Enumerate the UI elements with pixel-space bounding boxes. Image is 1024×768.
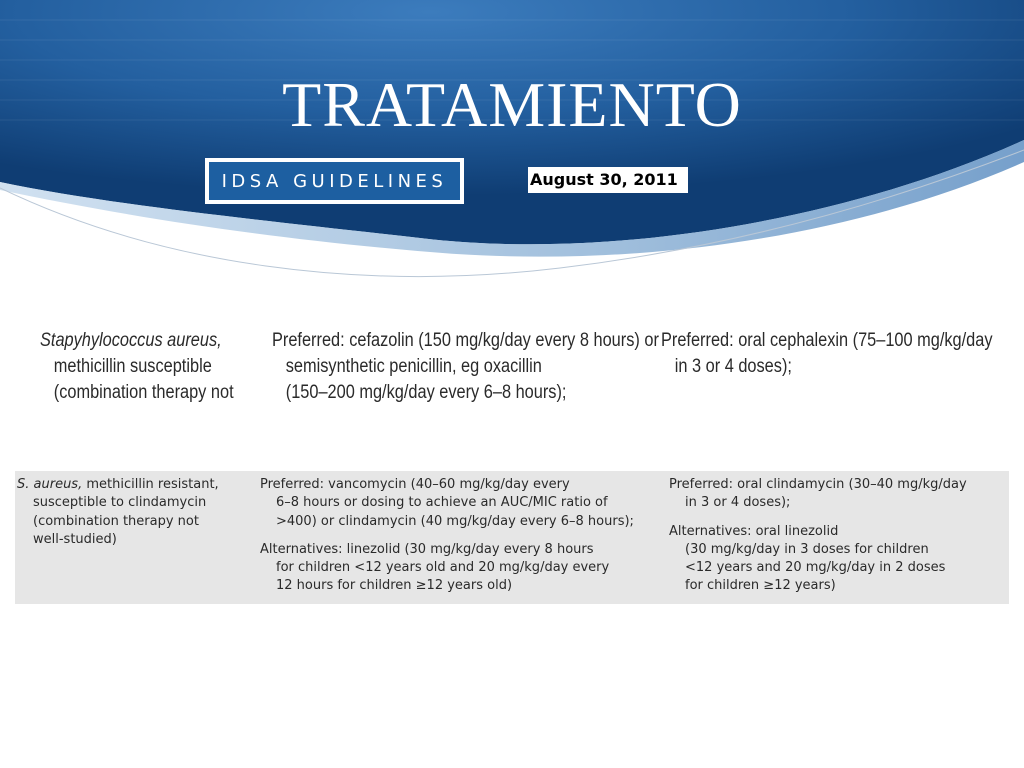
idsa-guidelines-badge [205, 158, 464, 204]
therapy-line: semisynthetic penicillin, eg oxacillin [285, 356, 542, 377]
organism-cell [40, 328, 234, 406]
oral-therapy-cell [669, 476, 967, 596]
organism-line: (combination therapy not [33, 513, 199, 529]
therapy-line: for children <12 years old and 20 mg/kg/day every [276, 560, 610, 576]
therapy-line: Alternatives: oral linezolid [669, 523, 839, 539]
therapy-line: in 3 or 4 doses); [685, 495, 791, 511]
table-row [15, 471, 1009, 604]
idsa-guidelines-label: IDSA GUIDELINES [209, 162, 460, 200]
therapy-line: 12 hours for children ≥12 years old) [276, 578, 513, 594]
slide-title: TRATAMIENTO [282, 69, 742, 140]
table-row [0, 328, 1024, 418]
organism-cell [17, 476, 219, 549]
header-background [0, 0, 1024, 300]
therapy-line: (30 mg/kg/day in 3 doses for children [685, 541, 929, 557]
therapy-line: Preferred: oral clindamycin (30–40 mg/kg/day [669, 477, 967, 492]
organism-qualifier: methicillin resistant, [82, 477, 219, 492]
organism-name: Stapyhylococcus aureus, [40, 330, 222, 351]
therapy-line: in 3 or 4 doses); [674, 356, 792, 377]
organism-name: S. aureus, [17, 477, 83, 492]
parenteral-therapy-cell [272, 328, 659, 406]
therapy-line: <12 years and 20 mg/kg/day in 2 doses [685, 560, 946, 576]
therapy-line: for children ≥12 years) [685, 578, 836, 594]
therapy-line: Preferred: vancomycin (40–60 mg/kg/day every [260, 477, 570, 492]
therapy-line: Alternatives: linezolid (30 mg/kg/day every 8 hours [260, 541, 594, 557]
organism-line: (combination therapy not [53, 382, 234, 403]
organism-line: methicillin susceptible [53, 356, 212, 377]
therapy-line: Preferred: oral cephalexin (75–100 mg/kg/day [661, 330, 993, 351]
publication-date: August 30, 2011 [528, 167, 688, 193]
therapy-line: >400) or clindamycin (40 mg/kg/day every 6–8 hours); [276, 513, 634, 529]
therapy-line: (150–200 mg/kg/day every 6–8 hours); [285, 382, 567, 403]
organism-line: susceptible to clindamycin [33, 495, 207, 511]
therapy-line: 6–8 hours or dosing to achieve an AUC/MIC ratio of [276, 495, 608, 511]
therapy-line: Preferred: cefazolin (150 mg/kg/day every 8 hours) or [272, 330, 659, 351]
organism-line: well-studied) [33, 531, 117, 547]
oral-therapy-cell [661, 328, 993, 380]
parenteral-therapy-cell [260, 476, 634, 596]
